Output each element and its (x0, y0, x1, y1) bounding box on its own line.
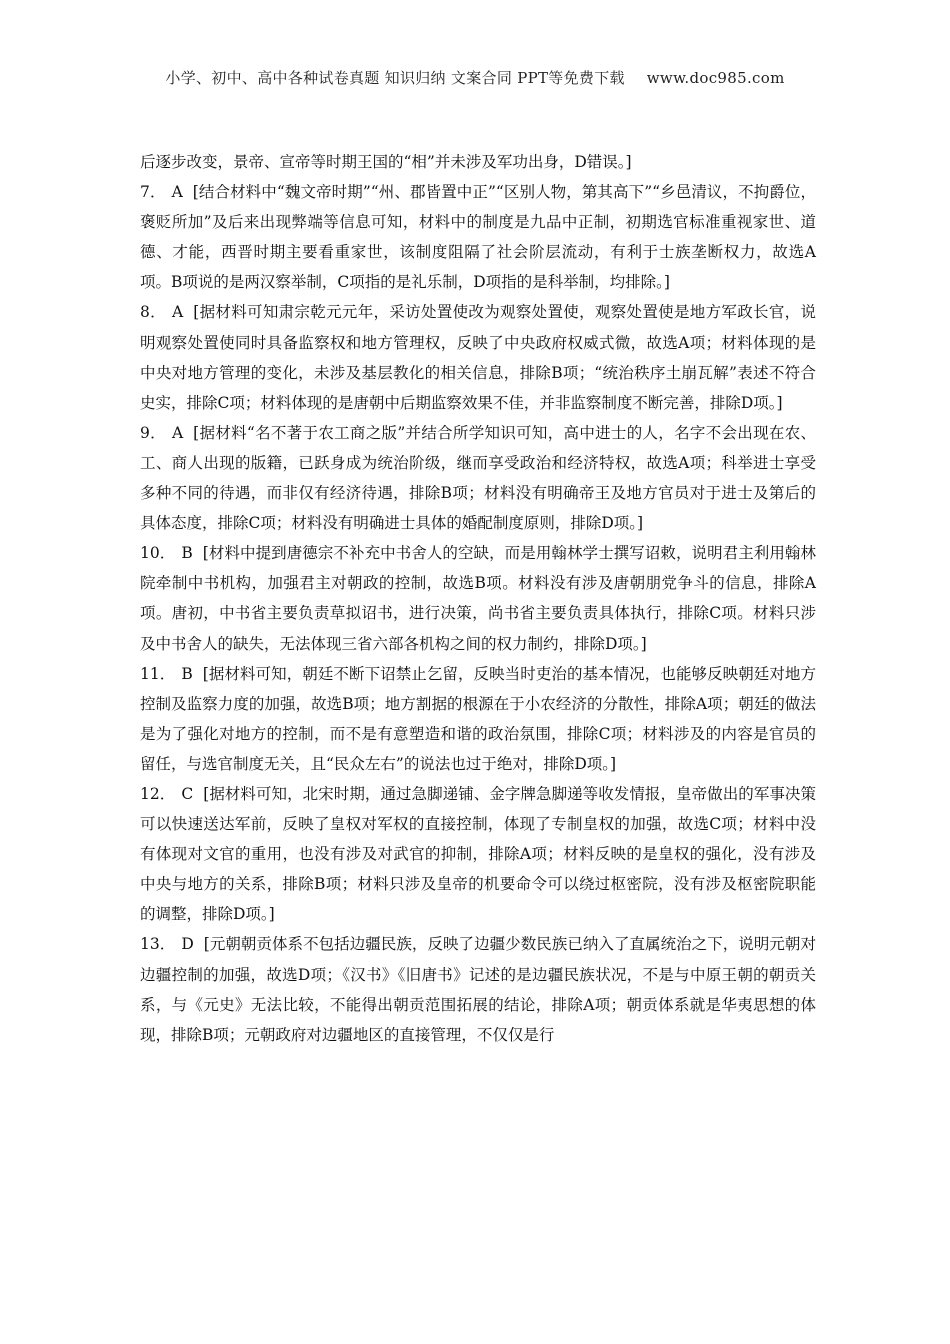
item-answer: A (171, 183, 183, 202)
item-number: 8． (140, 303, 166, 322)
item-explanation: [结合材料中“魏文帝时期”“州、郡皆置中正”“区别人物，第其高下”“乡邑清议，不拘爵位，褒贬所加”及后来出现弊端等信息可知，材料中的制度是九品中正制，初期选官标准重视家世、道德、才能，西晋时期主要看重家世，该制度阻隔了社会阶层流动，有利于士族垄断权力，故选A项。B项说的是两汉察举制，C项指的是礼乐制，D项指的是科举制，均排除。] (140, 183, 816, 292)
item-explanation: [据材料可知，北宋时期，通过急脚递铺、金字牌急脚递等收发情报，皇帝做出的军事决策可以快速送达军前，反映了皇权对军权的直接控制，体现了专制皇权的加强，故选C项；材料中没有体现对文官的重用，也没有涉及对武官的抑制，排除A项；材料反映的是皇权的强化，没有涉及中央与地方的关系，排除B项；材料只涉及皇帝的机要命令可以绕过枢密院，没有涉及枢密院职能的调整，排除D项。] (140, 784, 816, 924)
answer-content (140, 147, 816, 1050)
page-header (0, 67, 950, 88)
item-number: 7． (140, 183, 166, 202)
answer-item-11 (140, 659, 816, 779)
answer-item-9 (140, 418, 816, 538)
answer-item-10 (140, 538, 816, 658)
header-text: 小学、初中、高中各种试卷真题 知识归纳 文案合同 PPT等免费下载 (165, 69, 625, 87)
item-answer: B (181, 544, 193, 563)
item-explanation: [元朝朝贡体系不包括边疆民族，反映了边疆少数民族已纳入了直属统治之下，说明元朝对边疆控制的加强，故选D项；《汉书》《旧唐书》记述的是边疆民族状况，不是与中原王朝的朝贡关系，与《元史》无法比较，不能得出朝贡范围拓展的结论，排除A项；朝贡体系就是华夷思想的体现，排除B项；元朝政府对边疆地区的直接管理，不仅仅是行 (140, 935, 816, 1044)
item-number: 11． (140, 664, 176, 683)
item-number: 10． (140, 544, 176, 563)
item-explanation: [据材料可知，朝廷不断下诏禁止乞留，反映当时吏治的基本情况，也能够反映朝廷对地方控制及监察力度的加强，故选B项；地方割据的根源在于小农经济的分散性，排除A项；朝廷的做法是为了强化对地方的控制，而不是有意塑造和谐的政治氛围，排除C项；材料涉及的内容是官员的留任，与选官制度无关，且“民众左右”的说法也过于绝对，排除D项。] (140, 664, 816, 773)
header-url[interactable]: www.doc985.com (646, 69, 785, 87)
answer-item-13 (140, 929, 816, 1049)
continuation-paragraph: 后逐步改变，景帝、宣帝等时期王国的“相”并未涉及军功出身，D错误。] (140, 153, 632, 171)
item-answer: A (171, 423, 184, 442)
item-answer: D (181, 935, 194, 954)
item-answer: C (181, 784, 194, 803)
item-number: 13． (140, 935, 176, 954)
item-number: 12． (140, 784, 176, 803)
item-explanation: [据材料“名不著于农工商之版”并结合所学知识可知，高中进士的人，名字不会出现在农、工、商人出现的版籍，已跃身成为统治阶级，继而享受政治和经济特权，故选A项；科举进士享受多种不同的待遇，而非仅有经济待遇，排除B项；材料没有明确帝王及地方官员对于进士及第后的具体态度，排除C项；材料没有明确进士具体的婚配制度原则，排除D项。] (140, 423, 816, 533)
item-answer: A (172, 303, 184, 322)
item-explanation: [据材料可知肃宗乾元元年，采访处置使改为观察处置使，观察处置使是地方军政长官，说明观察处置使同时具备监察权和地方管理权，反映了中央政府权威式微，故选A项；材料体现的是中央对地方管理的变化，未涉及基层教化的相关信息，排除B项；“统治秩序土崩瓦解”表述不符合史实，排除C项；材料体现的是唐朝中后期监察效果不佳，并非监察制度不断完善，排除D项。] (140, 303, 816, 412)
answer-item-12 (140, 779, 816, 929)
item-explanation: [材料中提到唐德宗不补充中书舍人的空缺，而是用翰林学士撰写诏敕，说明君主利用翰林院牵制中书机构，加强君主对朝政的控制，故选B项。材料没有涉及唐朝朋党争斗的信息，排除A项。唐初，中书省主要负责草拟诏书，进行决策，尚书省主要负责具体执行，排除C项。材料只涉及中书舍人的缺失，无法体现三省六部各机构之间的权力制约，排除D项。] (140, 544, 816, 653)
answer-item-8 (140, 297, 816, 417)
item-number: 9． (140, 423, 166, 442)
answer-item-7 (140, 177, 816, 297)
item-answer: B (181, 664, 193, 683)
